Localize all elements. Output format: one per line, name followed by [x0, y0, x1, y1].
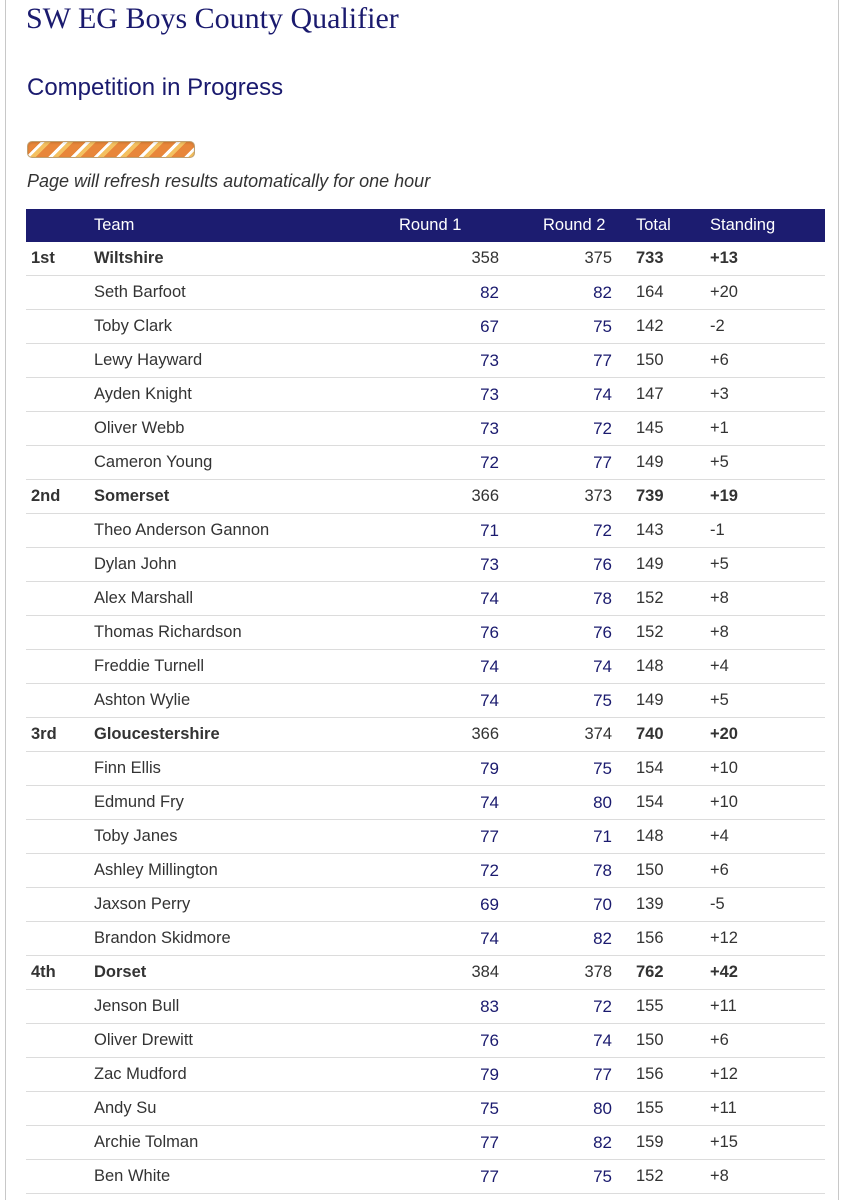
team-round-1: 384 — [389, 956, 509, 990]
player-standing: +1 — [700, 412, 825, 446]
player-position-empty — [26, 820, 88, 854]
player-round-1: 67 — [389, 310, 509, 344]
player-total: 147 — [627, 378, 700, 412]
team-row — [26, 242, 825, 276]
player-round-2: 75 — [509, 684, 627, 718]
player-row — [26, 854, 825, 888]
player-row — [26, 548, 825, 582]
player-round-2: 77 — [509, 1058, 627, 1092]
page-border-right — [838, 0, 839, 1200]
player-name: Thomas Richardson — [88, 616, 389, 650]
player-total: 143 — [627, 514, 700, 548]
player-standing: +8 — [700, 1160, 825, 1194]
refresh-note: Page will refresh results automatically for one hour — [27, 171, 431, 191]
player-standing: +11 — [700, 990, 825, 1024]
player-name: Alex Marshall — [88, 582, 389, 616]
player-standing: +4 — [700, 820, 825, 854]
player-name: Ashton Wylie — [88, 684, 389, 718]
player-name: Brandon Skidmore — [88, 922, 389, 956]
player-position-empty — [26, 922, 88, 956]
player-total: 155 — [627, 990, 700, 1024]
player-round-1: 73 — [389, 548, 509, 582]
player-round-1: 79 — [389, 752, 509, 786]
player-round-2: 71 — [509, 820, 627, 854]
player-name: Theo Anderson Gannon — [88, 514, 389, 548]
player-round-2: 77 — [509, 344, 627, 378]
header-round-2: Round 2 — [509, 209, 627, 242]
player-row — [26, 582, 825, 616]
player-position-empty — [26, 446, 88, 480]
player-total: 150 — [627, 854, 700, 888]
player-name: Zac Mudford — [88, 1058, 389, 1092]
player-total: 156 — [627, 922, 700, 956]
progress-bar — [27, 141, 195, 158]
team-position: 1st — [26, 242, 88, 276]
player-position-empty — [26, 1092, 88, 1126]
player-round-1: 74 — [389, 684, 509, 718]
player-row — [26, 276, 825, 310]
player-total: 148 — [627, 650, 700, 684]
player-standing: +8 — [700, 616, 825, 650]
team-round-1: 358 — [389, 242, 509, 276]
player-position-empty — [26, 1160, 88, 1194]
player-row — [26, 786, 825, 820]
team-row — [26, 956, 825, 990]
player-total: 156 — [627, 1058, 700, 1092]
player-position-empty — [26, 582, 88, 616]
player-standing: -2 — [700, 310, 825, 344]
player-row — [26, 344, 825, 378]
competition-status: Competition in Progress — [27, 74, 284, 101]
player-name: Toby Janes — [88, 820, 389, 854]
player-position-empty — [26, 684, 88, 718]
team-position: 4th — [26, 956, 88, 990]
player-row — [26, 922, 825, 956]
player-round-1: 72 — [389, 446, 509, 480]
team-row — [26, 480, 825, 514]
page-border-left — [5, 0, 6, 1200]
player-standing: +3 — [700, 378, 825, 412]
player-name: Cameron Young — [88, 446, 389, 480]
player-name: Oliver Drewitt — [88, 1024, 389, 1058]
player-position-empty — [26, 786, 88, 820]
team-round-2: 373 — [509, 480, 627, 514]
player-round-1: 73 — [389, 344, 509, 378]
player-round-1: 74 — [389, 650, 509, 684]
player-position-empty — [26, 514, 88, 548]
player-total: 152 — [627, 1160, 700, 1194]
player-total: 148 — [627, 820, 700, 854]
player-position-empty — [26, 854, 88, 888]
player-round-2: 74 — [509, 650, 627, 684]
player-name: Oliver Webb — [88, 412, 389, 446]
team-name: Somerset — [88, 480, 389, 514]
player-position-empty — [26, 888, 88, 922]
player-round-2: 75 — [509, 1160, 627, 1194]
team-name: Gloucestershire — [88, 718, 389, 752]
player-position-empty — [26, 1024, 88, 1058]
player-round-2: 80 — [509, 786, 627, 820]
page-title: SW EG Boys County Qualifier — [26, 2, 399, 35]
player-round-1: 79 — [389, 1058, 509, 1092]
player-standing: +10 — [700, 786, 825, 820]
team-standing: +42 — [700, 956, 825, 990]
player-total: 149 — [627, 548, 700, 582]
player-total: 150 — [627, 1024, 700, 1058]
player-standing: +6 — [700, 1024, 825, 1058]
player-position-empty — [26, 650, 88, 684]
player-round-1: 77 — [389, 820, 509, 854]
player-row — [26, 990, 825, 1024]
header-position — [26, 209, 88, 242]
player-round-1: 76 — [389, 1024, 509, 1058]
player-standing: +5 — [700, 684, 825, 718]
player-total: 152 — [627, 582, 700, 616]
player-row — [26, 752, 825, 786]
player-position-empty — [26, 310, 88, 344]
player-round-2: 82 — [509, 1126, 627, 1160]
team-round-1: 366 — [389, 718, 509, 752]
player-row — [26, 1058, 825, 1092]
player-round-2: 72 — [509, 990, 627, 1024]
player-standing: +5 — [700, 446, 825, 480]
team-round-2: 378 — [509, 956, 627, 990]
team-name: Wiltshire — [88, 242, 389, 276]
player-round-1: 74 — [389, 922, 509, 956]
player-position-empty — [26, 990, 88, 1024]
header-total: Total — [627, 209, 700, 242]
player-round-2: 72 — [509, 412, 627, 446]
team-position: 3rd — [26, 718, 88, 752]
player-total: 159 — [627, 1126, 700, 1160]
player-round-1: 76 — [389, 616, 509, 650]
player-row — [26, 378, 825, 412]
team-round-1: 366 — [389, 480, 509, 514]
team-total: 740 — [627, 718, 700, 752]
player-standing: -5 — [700, 888, 825, 922]
player-round-1: 74 — [389, 786, 509, 820]
player-position-empty — [26, 344, 88, 378]
team-total: 739 — [627, 480, 700, 514]
player-name: Ben White — [88, 1160, 389, 1194]
player-standing: +6 — [700, 344, 825, 378]
player-round-1: 69 — [389, 888, 509, 922]
player-round-2: 78 — [509, 582, 627, 616]
player-total: 149 — [627, 446, 700, 480]
player-name: Lewy Hayward — [88, 344, 389, 378]
player-row — [26, 616, 825, 650]
player-total: 145 — [627, 412, 700, 446]
player-total: 142 — [627, 310, 700, 344]
player-round-2: 80 — [509, 1092, 627, 1126]
player-round-1: 75 — [389, 1092, 509, 1126]
player-total: 164 — [627, 276, 700, 310]
player-name: Finn Ellis — [88, 752, 389, 786]
player-row — [26, 446, 825, 480]
player-row — [26, 1092, 825, 1126]
player-name: Jaxson Perry — [88, 888, 389, 922]
player-standing: +20 — [700, 276, 825, 310]
player-round-1: 77 — [389, 1126, 509, 1160]
player-round-2: 76 — [509, 616, 627, 650]
player-total: 154 — [627, 752, 700, 786]
player-standing: +12 — [700, 922, 825, 956]
player-standing: +6 — [700, 854, 825, 888]
player-round-1: 73 — [389, 378, 509, 412]
header-team: Team — [88, 209, 389, 242]
player-round-2: 78 — [509, 854, 627, 888]
player-standing: +5 — [700, 548, 825, 582]
team-standing: +19 — [700, 480, 825, 514]
player-position-empty — [26, 752, 88, 786]
player-name: Dylan John — [88, 548, 389, 582]
team-name: Dorset — [88, 956, 389, 990]
player-position-empty — [26, 1126, 88, 1160]
team-round-2: 374 — [509, 718, 627, 752]
player-name: Andy Su — [88, 1092, 389, 1126]
header-standing: Standing — [700, 209, 825, 242]
player-round-2: 76 — [509, 548, 627, 582]
player-standing: -1 — [700, 514, 825, 548]
player-row — [26, 684, 825, 718]
player-round-1: 74 — [389, 582, 509, 616]
player-row — [26, 1024, 825, 1058]
player-round-1: 83 — [389, 990, 509, 1024]
player-standing: +12 — [700, 1058, 825, 1092]
player-name: Freddie Turnell — [88, 650, 389, 684]
player-round-2: 75 — [509, 752, 627, 786]
player-row — [26, 1126, 825, 1160]
player-position-empty — [26, 616, 88, 650]
player-name: Seth Barfoot — [88, 276, 389, 310]
player-row — [26, 310, 825, 344]
player-round-2: 82 — [509, 276, 627, 310]
player-row — [26, 412, 825, 446]
team-position: 2nd — [26, 480, 88, 514]
player-round-2: 75 — [509, 310, 627, 344]
table-header-row — [26, 209, 825, 242]
player-total: 150 — [627, 344, 700, 378]
player-round-1: 73 — [389, 412, 509, 446]
player-name: Ashley Millington — [88, 854, 389, 888]
player-standing: +15 — [700, 1126, 825, 1160]
team-standing: +20 — [700, 718, 825, 752]
player-total: 149 — [627, 684, 700, 718]
player-round-1: 71 — [389, 514, 509, 548]
player-row — [26, 514, 825, 548]
player-row — [26, 820, 825, 854]
team-row — [26, 718, 825, 752]
player-name: Edmund Fry — [88, 786, 389, 820]
player-name: Archie Tolman — [88, 1126, 389, 1160]
player-total: 139 — [627, 888, 700, 922]
player-name: Toby Clark — [88, 310, 389, 344]
player-round-2: 74 — [509, 1024, 627, 1058]
team-total: 762 — [627, 956, 700, 990]
results-body — [26, 242, 825, 1194]
player-row — [26, 888, 825, 922]
player-position-empty — [26, 548, 88, 582]
player-standing: +11 — [700, 1092, 825, 1126]
player-standing: +10 — [700, 752, 825, 786]
player-name: Jenson Bull — [88, 990, 389, 1024]
player-total: 152 — [627, 616, 700, 650]
player-standing: +4 — [700, 650, 825, 684]
player-total: 155 — [627, 1092, 700, 1126]
header-round-1: Round 1 — [389, 209, 509, 242]
team-total: 733 — [627, 242, 700, 276]
player-round-1: 72 — [389, 854, 509, 888]
team-round-2: 375 — [509, 242, 627, 276]
player-round-1: 77 — [389, 1160, 509, 1194]
player-position-empty — [26, 276, 88, 310]
results-table — [26, 209, 825, 1194]
player-position-empty — [26, 412, 88, 446]
player-row — [26, 650, 825, 684]
player-round-2: 74 — [509, 378, 627, 412]
player-position-empty — [26, 1058, 88, 1092]
player-round-2: 82 — [509, 922, 627, 956]
player-round-1: 82 — [389, 276, 509, 310]
player-round-2: 70 — [509, 888, 627, 922]
player-total: 154 — [627, 786, 700, 820]
player-round-2: 72 — [509, 514, 627, 548]
player-row — [26, 1160, 825, 1194]
team-standing: +13 — [700, 242, 825, 276]
player-name: Ayden Knight — [88, 378, 389, 412]
player-round-2: 77 — [509, 446, 627, 480]
player-position-empty — [26, 378, 88, 412]
player-standing: +8 — [700, 582, 825, 616]
